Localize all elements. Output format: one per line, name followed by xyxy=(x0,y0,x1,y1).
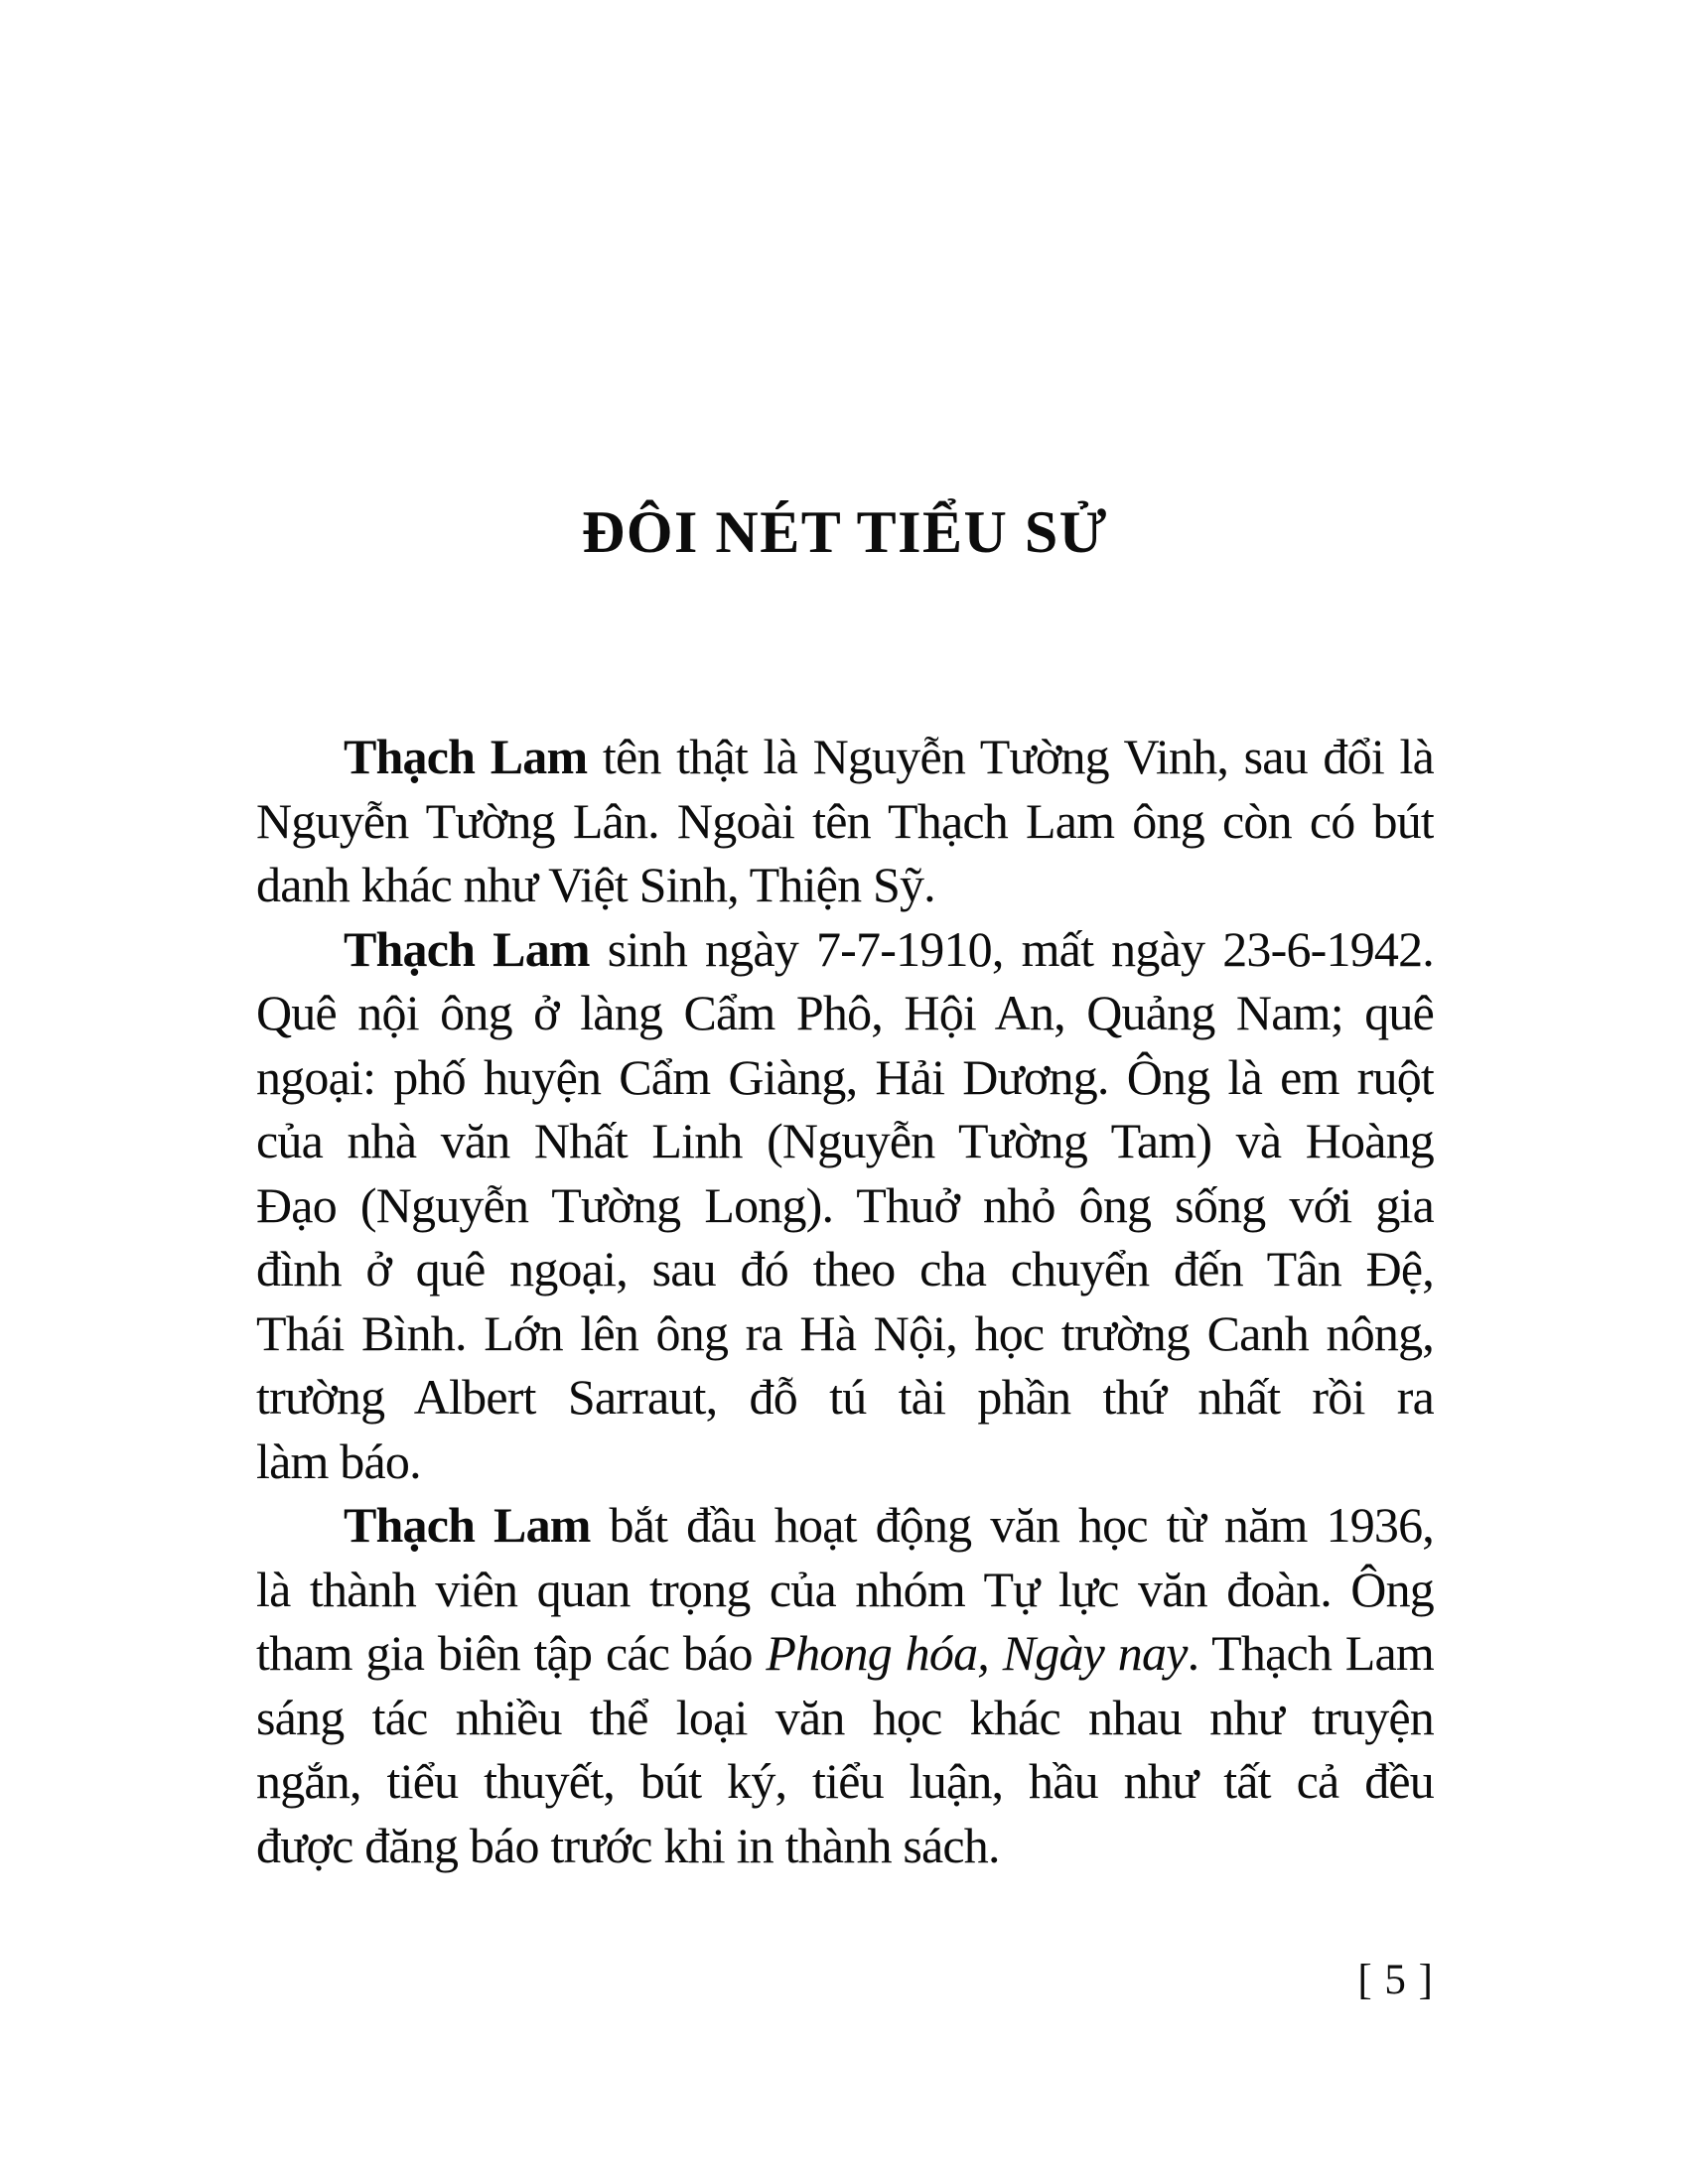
body-text-segment: ngoại: phố huyện Cẩm Giàng, Hải Dương. Ông là em ruột xyxy=(256,1048,1434,1105)
text-block xyxy=(256,725,1434,1877)
text-line xyxy=(256,1493,1434,1558)
author-name-bold: Thạch Lam xyxy=(344,729,588,784)
text-line xyxy=(256,1621,1434,1686)
author-name-bold: Thạch Lam xyxy=(344,1497,591,1553)
text-line xyxy=(256,1686,1434,1750)
text-line xyxy=(256,1558,1434,1622)
body-text-segment: sáng tác nhiều thể loại văn học khác nhau như truyện xyxy=(256,1689,1434,1745)
text-line xyxy=(256,1749,1434,1814)
body-text-segment: ngắn, tiểu thuyết, bút ký, tiểu luận, hầu như tất cả đều xyxy=(256,1753,1434,1809)
body-text-segment: sinh ngày 7-7-1910, mất ngày 23-6-1942. xyxy=(589,920,1434,977)
text-line xyxy=(256,789,1434,854)
text-line xyxy=(256,1430,1434,1494)
text-line xyxy=(256,1237,1434,1301)
text-line xyxy=(256,1814,1434,1878)
body-text-segment: trường Albert Sarraut, đỗ tú tài phần thứ nhất rồi ra xyxy=(256,1369,1434,1425)
text-line xyxy=(256,1045,1434,1110)
text-line xyxy=(256,1173,1434,1238)
text-line xyxy=(256,1365,1434,1430)
author-name-bold: Thạch Lam xyxy=(344,920,590,977)
page-title: ĐÔI NÉT TIỂU SỬ xyxy=(582,499,1108,565)
body-text-segment: bắt đầu hoạt động văn học từ năm 1936, xyxy=(590,1497,1434,1553)
body-text-segment: tham gia biên tập các báo xyxy=(256,1625,767,1681)
body-text-segment: Đạo (Nguyễn Tường Long). Thuở nhỏ ông sống với gia xyxy=(256,1176,1434,1233)
text-line xyxy=(256,1109,1434,1173)
body-text-segment: đình ở quê ngoại, sau đó theo cha chuyển đến Tân Đệ, xyxy=(256,1241,1434,1297)
body-text-segment: của nhà văn Nhất Linh (Nguyễn Tường Tam) và Hoàng xyxy=(256,1113,1434,1168)
body-text-segment: . Thạch Lam xyxy=(1187,1625,1434,1681)
text-line xyxy=(256,725,1434,789)
body-text-segment: Nguyễn Tường Lân. Ngoài tên Thạch Lam ông còn có bút xyxy=(256,792,1434,849)
body-text-segment: tên thật là Nguyễn Tường Vinh, sau đổi là xyxy=(587,729,1434,784)
text-line xyxy=(256,981,1434,1045)
periodical-title-italic: Phong hóa, Ngày nay xyxy=(766,1625,1188,1681)
text-line xyxy=(256,853,1434,917)
body-text-segment: được đăng báo trước khi in thành sách. xyxy=(256,1817,1000,1873)
body-text-segment: làm báo. xyxy=(256,1433,421,1489)
body-text-segment: là thành viên quan trọng của nhóm Tự lực văn đoàn. Ông xyxy=(256,1561,1434,1617)
body-text-segment: danh khác như Việt Sinh, Thiện Sỹ. xyxy=(256,857,935,912)
page-number: [ 5 ] xyxy=(1357,1957,1434,2003)
body-text-segment: Quê nội ông ở làng Cẩm Phô, Hội An, Quảng Nam; quê xyxy=(256,985,1434,1040)
body-text-segment: Thái Bình. Lớn lên ông ra Hà Nội, học trường Canh nông, xyxy=(256,1304,1434,1361)
text-line xyxy=(256,1301,1434,1366)
text-line xyxy=(256,917,1434,982)
